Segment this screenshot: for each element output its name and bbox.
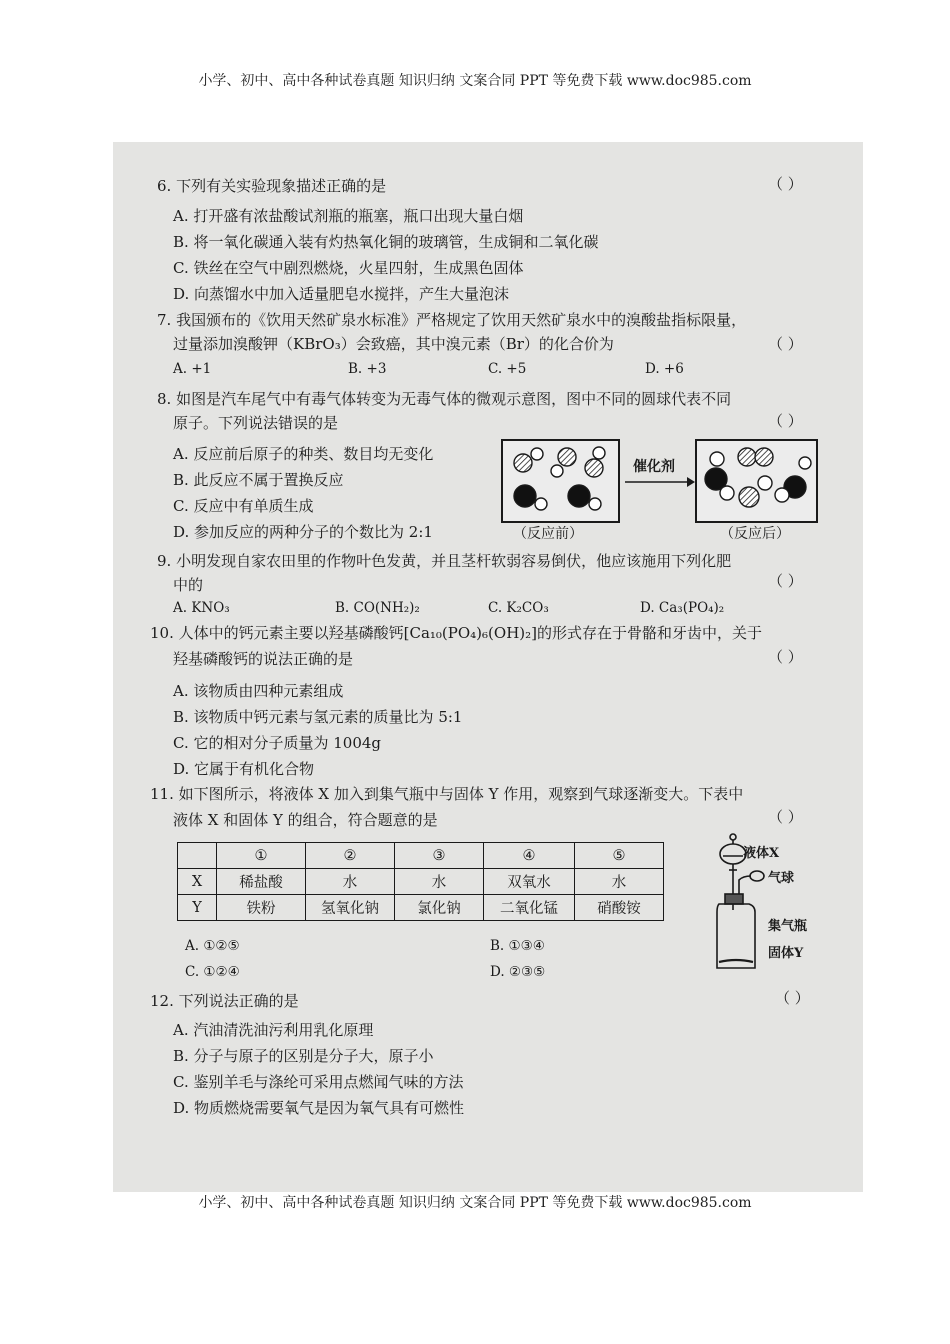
reaction-after-box (695, 439, 818, 523)
q8-option-b: B. 此反应不属于置换反应 (173, 471, 344, 489)
reaction-arrow (625, 476, 695, 488)
table-cell: ④ (484, 843, 575, 869)
footer-banner: 小学、初中、高中各种试卷真题 知识归纳 文案合同 PPT 等免费下载 www.doc985.com (198, 1195, 752, 1211)
q7-answer-bracket: （ ） (768, 335, 803, 353)
q6-option-d: D. 向蒸馏水中加入适量肥皂水搅拌，产生大量泡沫 (173, 285, 510, 303)
table-cell: X (178, 869, 217, 895)
q11-answer-bracket: （ ） (768, 808, 803, 826)
q10-option-b: B. 该物质中钙元素与氢元素的质量比为 5:1 (173, 708, 463, 726)
q11-option-a: A. ①②⑤ (185, 938, 240, 954)
q9-stem-line2: 中的 (173, 576, 204, 594)
table-cell: 水 (575, 869, 664, 895)
table-cell: ③ (395, 843, 484, 869)
table-cell: 双氧水 (484, 869, 575, 895)
catalyst-label: 催化剂 (633, 459, 675, 475)
table-row (178, 895, 664, 921)
q10-option-c: C. 它的相对分子质量为 1004g (173, 734, 382, 752)
q12-stem: 12. 下列说法正确的是 (150, 992, 299, 1010)
q11-stem-line1: 11. 如下图所示，将液体 X 加入到集气瓶中与固体 Y 作用，观察到气球逐渐变大。下表中 (150, 785, 744, 803)
q7-stem-line1: 7. 我国颁布的《饮用天然矿泉水标准》严格规定了饮用天然矿泉水中的溴酸盐指标限量， (157, 311, 747, 329)
table-cell: 硝酸铵 (575, 895, 664, 921)
q9-stem-line1: 9. 小明发现自家农田里的作物叶色发黄，并且茎杆软弱容易倒伏，他应该施用下列化肥 (157, 552, 732, 570)
label-balloon: 气球 (768, 871, 795, 886)
q8-answer-bracket: （ ） (768, 412, 803, 430)
reaction-after-label: （反应后） (720, 526, 790, 542)
q7-option-a: A. +1 (173, 361, 212, 377)
reaction-before-box (501, 439, 620, 523)
table-cell (178, 843, 217, 869)
q12-option-c: C. 鉴别羊毛与涤纶可采用点燃闻气味的方法 (173, 1073, 464, 1091)
q6-stem: 6. 下列有关实验现象描述正确的是 (157, 177, 387, 195)
table-cell: ⑤ (575, 843, 664, 869)
q9-option-b: B. CO(NH₂)₂ (335, 600, 420, 616)
q11-stem-line2: 液体 X 和固体 Y 的组合，符合题意的是 (173, 811, 438, 829)
table-row (178, 869, 664, 895)
q10-stem-line1: 10. 人体中的钙元素主要以羟基磷酸钙[Ca₁₀(PO₄)₆(OH)₂]的形式存在于骨骼和牙齿中，关于 (150, 624, 762, 642)
q12-option-b: B. 分子与原子的区别是分子大，原子小 (173, 1047, 434, 1065)
table-cell: 水 (306, 869, 395, 895)
q9-answer-bracket: （ ） (768, 572, 803, 590)
q8-option-c: C. 反应中有单质生成 (173, 497, 314, 515)
q11-combination-table (177, 842, 664, 921)
header-banner: 小学、初中、高中各种试卷真题 知识归纳 文案合同 PPT 等免费下载 www.doc985.com (198, 73, 752, 89)
table-cell: Y (178, 895, 217, 921)
q11-option-d: D. ②③⑤ (490, 964, 546, 980)
label-liquid-x: 液体X (743, 846, 780, 861)
q7-option-c: C. +5 (488, 361, 527, 377)
q9-option-d: D. Ca₃(PO₄)₂ (640, 600, 725, 616)
q7-option-d: D. +6 (645, 361, 684, 377)
q9-option-c: C. K₂CO₃ (488, 600, 549, 616)
table-cell: ② (306, 843, 395, 869)
q6-option-c: C. 铁丝在空气中剧烈燃烧，火星四射，生成黑色固体 (173, 259, 524, 277)
q10-option-d: D. 它属于有机化合物 (173, 760, 315, 778)
table-header-row (178, 843, 664, 869)
table-cell: 稀盐酸 (217, 869, 306, 895)
q10-option-a: A. 该物质由四种元素组成 (173, 682, 344, 700)
table-cell: 水 (395, 869, 484, 895)
q12-option-d: D. 物质燃烧需要氧气是因为氧气具有可燃性 (173, 1099, 465, 1117)
q11-option-b: B. ①③④ (490, 938, 545, 954)
table-cell: 铁粉 (217, 895, 306, 921)
q8-option-a: A. 反应前后原子的种类、数目均无变化 (173, 445, 434, 463)
q7-stem-line2: 过量添加溴酸钾（KBrO₃）会致癌，其中溴元素（Br）的化合价为 (173, 335, 614, 353)
q6-option-b: B. 将一氧化碳通入装有灼热氧化铜的玻璃管，生成铜和二氧化碳 (173, 233, 599, 251)
q8-stem-line2: 原子。下列说法错误的是 (173, 414, 339, 432)
reaction-before-label: （反应前） (513, 526, 583, 542)
q8-option-d: D. 参加反应的两种分子的个数比为 2:1 (173, 523, 433, 541)
q12-answer-bracket: （ ） (775, 989, 810, 1007)
table-cell: 氢氧化钠 (306, 895, 395, 921)
q6-answer-bracket: （ ） (768, 175, 803, 193)
q11-option-c: C. ①②④ (185, 964, 240, 980)
q10-answer-bracket: （ ） (768, 648, 803, 666)
label-solid-y: 固体Y (768, 946, 804, 961)
reaction-before-molecules (503, 441, 618, 521)
table-cell: ① (217, 843, 306, 869)
q7-option-b: B. +3 (348, 361, 387, 377)
label-gas-bottle: 集气瓶 (768, 919, 808, 934)
reaction-after-molecules (697, 441, 816, 521)
table-cell: 二氧化锰 (484, 895, 575, 921)
q9-option-a: A. KNO₃ (173, 600, 230, 616)
q6-option-a: A. 打开盛有浓盐酸试剂瓶的瓶塞，瓶口出现大量白烟 (173, 207, 524, 225)
table-cell: 氯化钠 (395, 895, 484, 921)
q10-stem-line2: 羟基磷酸钙的说法正确的是 (173, 650, 354, 668)
scanned-exam-page (113, 142, 863, 1192)
q8-stem-line1: 8. 如图是汽车尾气中有毒气体转变为无毒气体的微观示意图，图中不同的圆球代表不同 (157, 390, 732, 408)
q12-option-a: A. 汽油清洗油污利用乳化原理 (173, 1021, 374, 1039)
